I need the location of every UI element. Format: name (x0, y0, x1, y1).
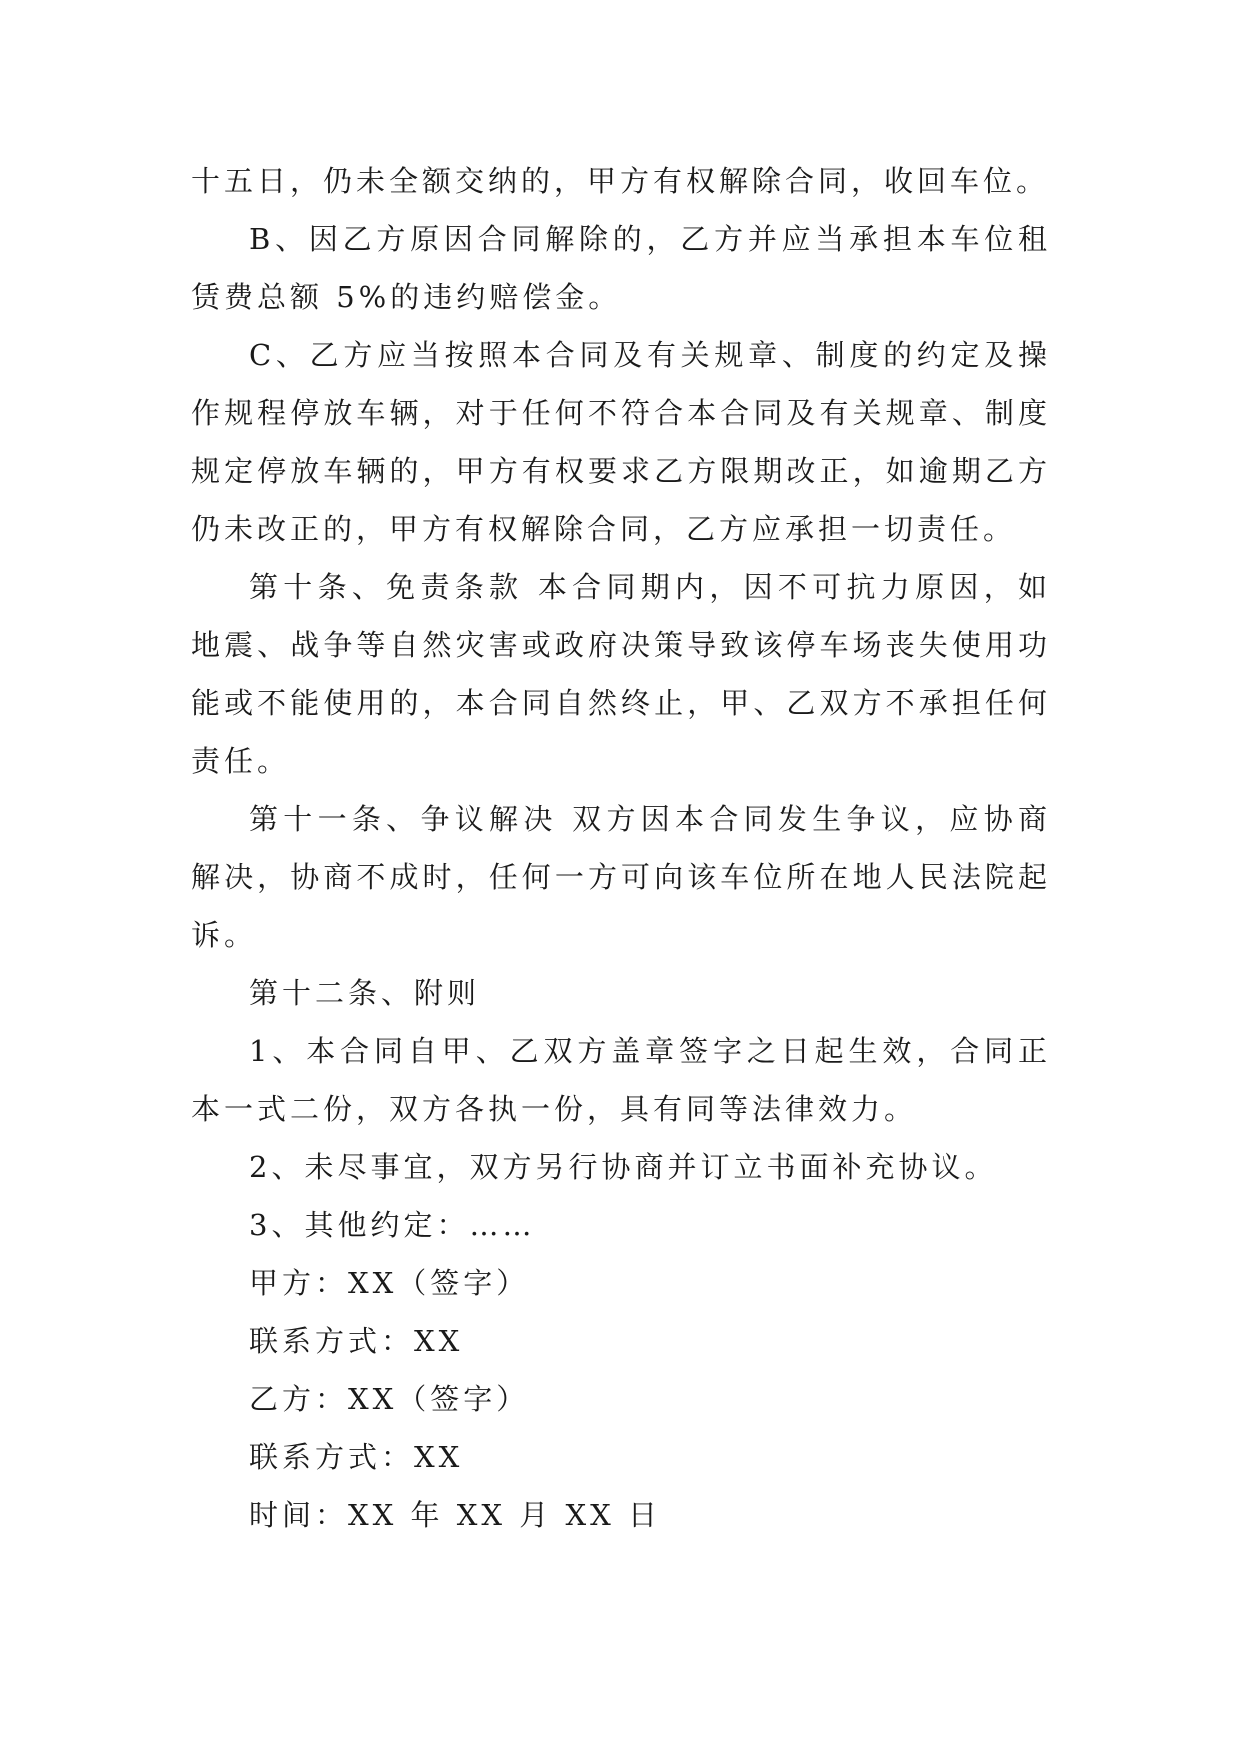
paragraph-article-11: 第十一条、争议解决 双方因本合同发生争议，应协商解决，协商不成时，任何一方可向该车位所在地人民法院起诉。 (191, 802, 1051, 952)
signature-party-a: 甲方：XX（签字） (249, 1266, 530, 1300)
paragraph-article-12-item-3: 3、其他约定：…… (249, 1208, 536, 1242)
paragraph-clause-c: C、乙方应当按照本合同及有关规章、制度的约定及操作规程停放车辆，对于任何不符合本合同及有关规章、制度规定停放车辆的，甲方有权要求乙方限期改正，如逾期乙方仍未改正的，甲方有权解除合同，乙方应承担一切责任。 (191, 338, 1051, 546)
document-body (191, 152, 1051, 1544)
paragraph-article-12-item-1: 1、本合同自甲、乙双方盖章签字之日起生效，合同正本一式二份，双方各执一份，具有同等法律效力。 (191, 1034, 1051, 1126)
signature-party-b: 乙方：XX（签字） (249, 1382, 530, 1416)
contact-party-b: 联系方式：XX (249, 1440, 464, 1474)
paragraph-article-12-heading: 第十二条、附则 (249, 976, 481, 1010)
paragraph-clause-b: B、因乙方原因合同解除的，乙方并应当承担本车位租赁费总额 5%的违约赔偿金。 (191, 222, 1051, 314)
paragraph-article-12-item-2: 2、未尽事宜，双方另行协商并订立书面补充协议。 (249, 1150, 998, 1184)
signing-date: 时间：XX 年 XX 月 XX 日 (249, 1498, 661, 1532)
contact-party-a: 联系方式：XX (249, 1324, 464, 1358)
paragraph-article-10: 第十条、免责条款 本合同期内，因不可抗力原因，如地震、战争等自然灾害或政府决策导致该停车场丧失使用功能或不能使用的，本合同自然终止，甲、乙双方不承担任何责任。 (191, 570, 1051, 778)
paragraph-continuation: 十五日，仍未全额交纳的，甲方有权解除合同，收回车位。 (191, 164, 1050, 198)
